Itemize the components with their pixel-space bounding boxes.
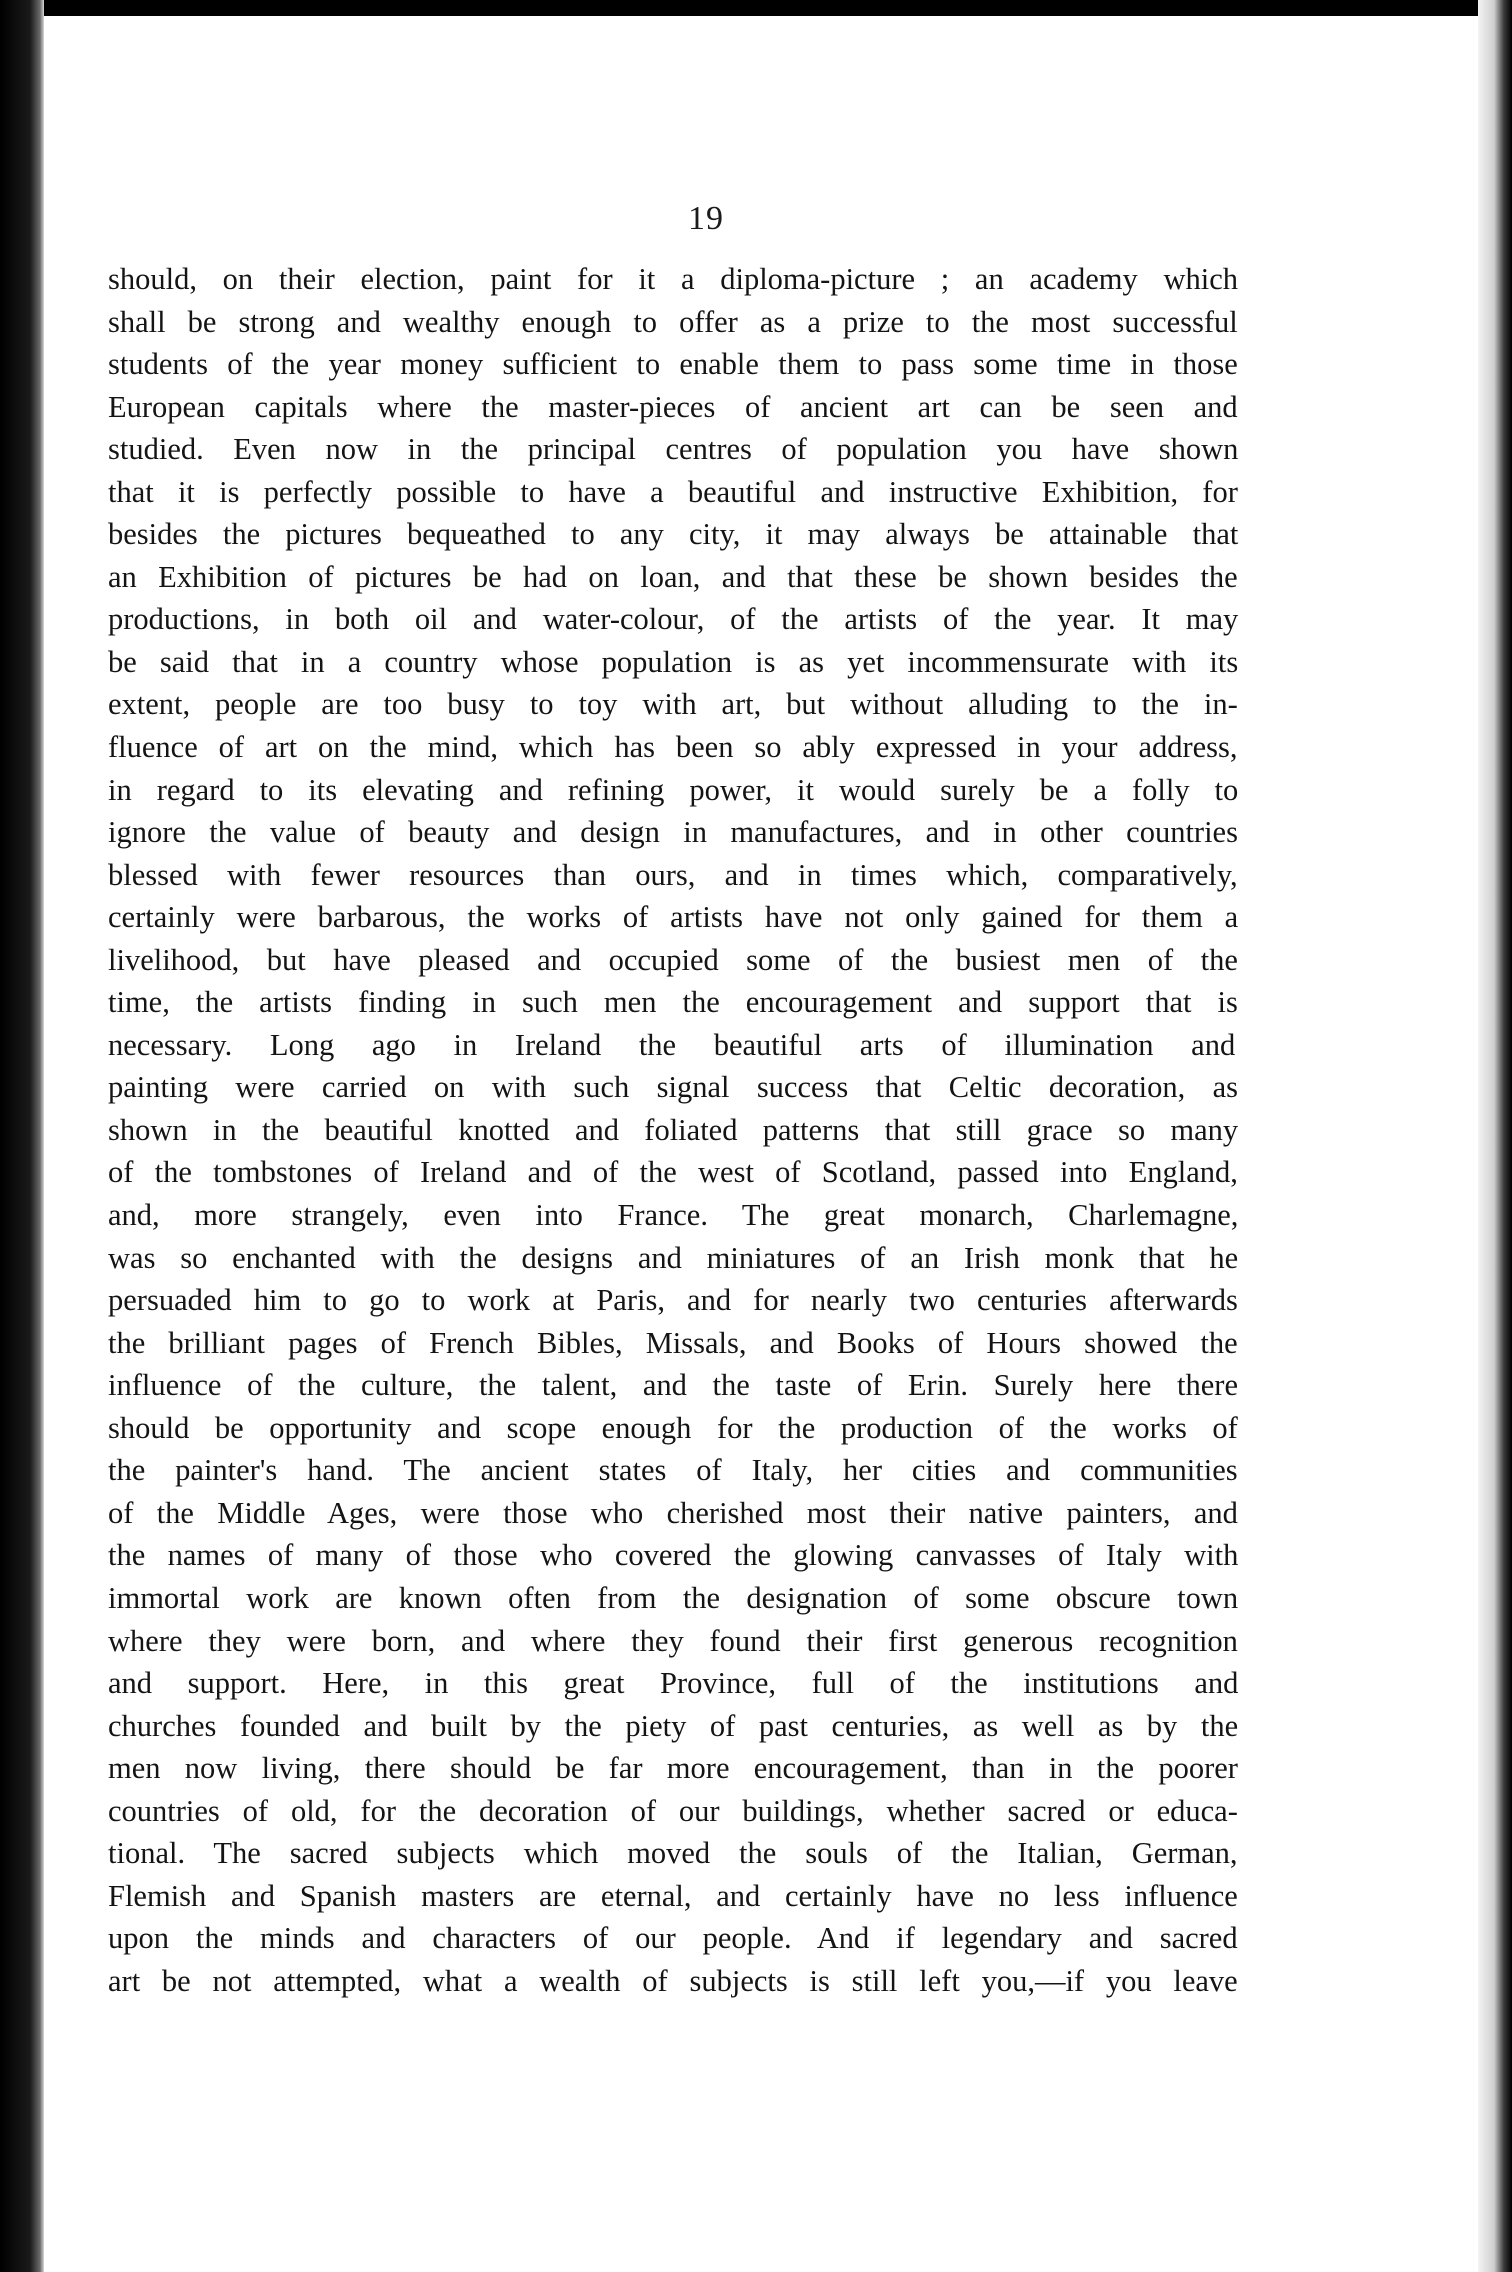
text-line: painting were carried on with such signal success that Celtic decoration, as bbox=[108, 1070, 1239, 1105]
text-line: of the tombstones of Ireland and of the west of Scotland, passed into England, bbox=[108, 1155, 1238, 1190]
text-line: time, the artists finding in such men the encouragement and support that is bbox=[108, 985, 1238, 1020]
text-line: studied. Even now in the principal centres of population you have shown bbox=[108, 432, 1239, 467]
text-line: and, more strangely, even into France. The great monarch, Charlemagne, bbox=[108, 1198, 1239, 1233]
text-line: that it is perfectly possible to have a beautiful and instructive Exhibition, for bbox=[108, 474, 1238, 509]
text-line: shown in the beautiful knotted and foliated patterns that still grace so many bbox=[108, 1112, 1239, 1147]
scan-left-border bbox=[0, 0, 44, 2272]
text-line: Flemish and Spanish masters are eternal, and certainly have no less influence bbox=[108, 1878, 1238, 1913]
text-line: fluence of art on the mind, which has been so ably expressed in your address, bbox=[108, 730, 1238, 765]
text-line: countries of old, for the decoration of our buildings, whether sacred or educa- bbox=[108, 1793, 1238, 1828]
text-line: in regard to its elevating and refining power, it would surely be a folly to bbox=[108, 772, 1239, 807]
text-line: necessary. Long ago in Ireland the beautiful arts of illumination and bbox=[108, 1027, 1236, 1062]
text-line: was so enchanted with the designs and miniatures of an Irish monk that he bbox=[108, 1240, 1239, 1275]
scan-top-border bbox=[0, 0, 1512, 16]
text-line: ignore the value of beauty and design in manufactures, and in other countries bbox=[108, 815, 1238, 850]
text-line: churches founded and built by the piety of past centuries, as well as by the bbox=[108, 1708, 1239, 1743]
text-line: shall be strong and wealthy enough to offer as a prize to the most successful bbox=[108, 304, 1238, 339]
text-line: students of the year money sufficient to enable them to pass some time in those bbox=[108, 347, 1238, 382]
text-line: influence of the culture, the talent, and the taste of Erin. Surely here there bbox=[108, 1368, 1238, 1403]
text-line: the names of many of those who covered the glowing canvasses of Italy with bbox=[108, 1538, 1239, 1573]
text-line: upon the minds and characters of our people. And if legendary and sacred bbox=[108, 1921, 1238, 1956]
text-line: the brilliant pages of French Bibles, Missals, and Books of Hours showed the bbox=[108, 1325, 1238, 1360]
text-line: men now living, there should be far more encouragement, than in the poorer bbox=[108, 1751, 1238, 1786]
text-line: besides the pictures bequeathed to any city, it may always be attainable that bbox=[108, 517, 1239, 552]
text-line: art be not attempted, what a wealth of subjects is still left you,—if you leave bbox=[108, 1963, 1238, 1998]
text-line: productions, in both oil and water-colour, of the artists of the year. It may bbox=[108, 602, 1239, 637]
text-line: livelihood, but have pleased and occupied some of the busiest men of the bbox=[108, 942, 1238, 977]
text-line: be said that in a country whose population is as yet incommensurate with its bbox=[108, 644, 1239, 679]
text-line: tional. The sacred subjects which moved the souls of the Italian, German, bbox=[108, 1836, 1238, 1871]
text-line: blessed with fewer resources than ours, and in times which, comparatively, bbox=[108, 857, 1238, 892]
text-line: where they were born, and where they found their first generous recognition bbox=[108, 1623, 1238, 1658]
text-line: should be opportunity and scope enough for the production of the works of bbox=[108, 1410, 1238, 1445]
text-line: extent, people are too busy to toy with art, but without alluding to the in- bbox=[108, 687, 1238, 722]
text-line: an Exhibition of pictures be had on loan, and that these be shown besides the bbox=[108, 559, 1238, 594]
text-line: immortal work are known often from the designation of some obscure town bbox=[108, 1580, 1239, 1615]
scan-right-border bbox=[1478, 0, 1512, 2272]
text-line: of the Middle Ages, were those who cherished most their native painters, and bbox=[108, 1495, 1238, 1530]
text-line: the painter's hand. The ancient states of Italy, her cities and communities bbox=[108, 1453, 1238, 1488]
body-text bbox=[108, 258, 1238, 2002]
page-number: 19 bbox=[688, 200, 724, 237]
text-line: certainly were barbarous, the works of artists have not only gained for them a bbox=[108, 900, 1239, 935]
text-line: should, on their election, paint for it a diploma-picture ; an academy which bbox=[108, 262, 1239, 296]
text-line: persuaded him to go to work at Paris, and for nearly two centuries afterwards bbox=[108, 1283, 1238, 1318]
text-line: and support. Here, in this great Province, full of the institutions and bbox=[108, 1666, 1239, 1701]
text-line: European capitals where the master-pieces of ancient art can be seen and bbox=[108, 389, 1238, 424]
